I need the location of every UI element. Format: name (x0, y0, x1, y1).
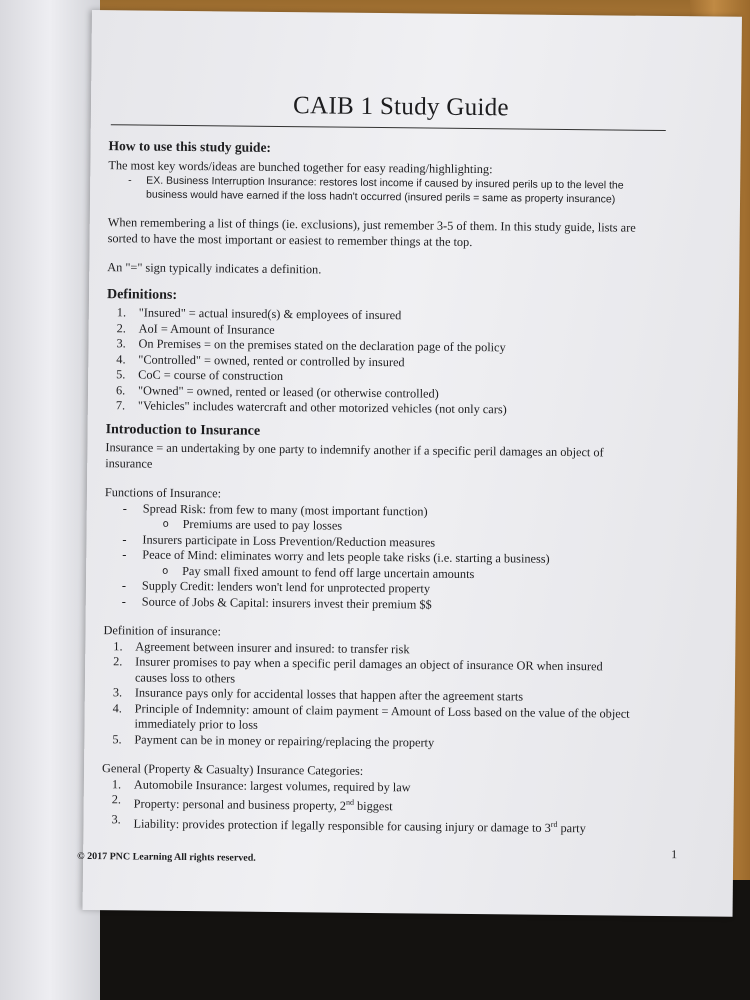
how-to-example (108, 173, 678, 207)
equals-note: An "=" sign typically indicates a definition. (107, 260, 322, 277)
definition-of-insurance-item: 3. Insurance pays only for accidental losses that happen after the agreement starts (112, 685, 524, 704)
how-to-heading: How to use this study guide: (108, 138, 272, 155)
remember-line-2: sorted to have the most important or easiest to remember things at the top. (107, 230, 473, 249)
definition-of-insurance-item: 5. Payment can be in money or repairing/replacing the property (112, 731, 435, 750)
function-item: - Peace of Mind: eliminates worry and lets people take risks (i.e. starting a business) (122, 547, 550, 566)
category-item: 1. Automobile Insurance: largest volumes, required by law (111, 776, 411, 794)
definition-item: 1. "Insured" = actual insured(s) & employees of insured (116, 305, 402, 323)
insurance-definition-line-2: insurance (105, 455, 153, 471)
study-guide-page (77, 10, 742, 917)
page-title: CAIB 1 Study Guide (292, 92, 510, 122)
dash-marker: - (128, 174, 132, 187)
function-item: - Supply Credit: lenders won't lend for unprotected property (121, 578, 431, 596)
functions-heading: Functions of Insurance: (104, 485, 222, 501)
function-item: - Source of Jobs & Capital: insurers invest their premium $$ (121, 593, 432, 612)
definition-item: 6. "Owned" = owned, rented or leased (or otherwise controlled) (115, 382, 439, 401)
title-underline (111, 124, 666, 131)
remember-line-1: When remembering a list of things (ie. exclusions), just remember 3-5 of them. In this study guide, lists are (107, 215, 636, 235)
page-content (101, 138, 678, 837)
page-number: 1 (671, 847, 678, 862)
copyright-footer: © 2017 PNC Learning All rights reserved. (77, 850, 256, 864)
example-line-1: EX. Business Interruption Insurance: restores lost income if caused by insured perils up to the level the (146, 174, 624, 192)
definition-item: 5. CoC = course of construction (116, 367, 284, 384)
definition-of-insurance-heading: Definition of insurance: (103, 623, 222, 639)
category-item: 2. Property: personal and business property, 2nd biggest (111, 792, 393, 814)
insurance-definition-line-1: Insurance = an undertaking by one party to indemnify another if a specific peril damages an object of (105, 440, 604, 460)
definition-of-insurance-item: 2. Insurer promises to pay when a specific peril damages an object of insurance OR when insured causes loss to others (113, 654, 603, 686)
category-item: 3. Liability: provides protection if legally responsible for causing injury or damage to 3rd party (111, 811, 586, 835)
how-to-intro: The most key words/ideas are bunched together for easy reading/highlighting: (108, 157, 493, 176)
definition-item: 2. AoI = Amount of Insurance (116, 320, 275, 337)
intro-insurance-heading: Introduction to Insurance (105, 421, 261, 439)
definition-of-insurance-item: 1. Agreement between insurer and insured: to transfer risk (113, 638, 410, 656)
definitions-heading: Definitions: (106, 286, 178, 303)
definition-item: 7. "Vehicles" includes watercraft and other motorized vehicles (not only cars) (115, 398, 507, 417)
function-subitem: o Pay small fixed amount to fend off large uncertain amounts (162, 563, 475, 581)
function-item: - Insurers participate in Loss Prevention/Reduction measures (122, 531, 436, 550)
categories-heading: General (Property & Casualty) Insurance Categories: (101, 761, 364, 778)
function-item: - Spread Risk: from few to many (most important function) (122, 500, 428, 519)
example-line-2: business would have earned if the loss hadn't occurred (insured perils = same as property insurance) (146, 188, 616, 206)
definition-item: 3. On Premises = on the premises stated on the declaration page of the policy (116, 336, 506, 355)
function-subitem: o Premiums are used to pay losses (162, 516, 343, 533)
definitions-list (106, 305, 677, 419)
definition-item: 4. "Controlled" = owned, rented or controlled by insured (116, 351, 405, 369)
definition-of-insurance-item: 4. Principle of Indemnity: amount of claim payment = Amount of Loss based on the value of the object immediately prior to loss (112, 700, 630, 732)
